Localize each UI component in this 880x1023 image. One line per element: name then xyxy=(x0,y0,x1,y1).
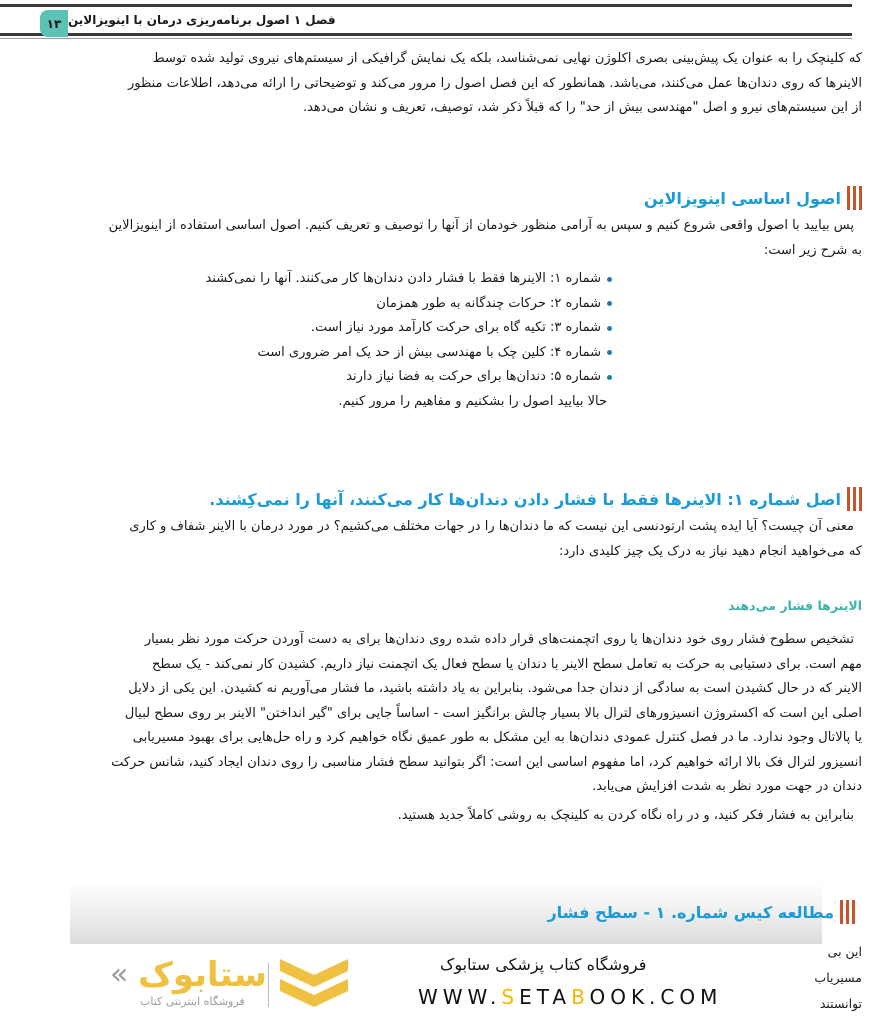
body-line: یا پالاتال وجود ندارد. ما در فصل کنترل عمودی دندان‌ها به این مشکل به طور عمیق نگاه خواهیم کرد و راه حل‌هایی برای بهبود مسیریابی xyxy=(132,730,862,745)
case-study-heading xyxy=(547,900,855,924)
list-item xyxy=(62,292,612,317)
cut-line: توانستند xyxy=(819,996,862,1011)
url-part: WWW. xyxy=(418,985,502,1009)
intro-line: که کلینچک را به عنوان یک پیش‌بینی بصری اکلوژن نهایی نمی‌شناسد، بلکه یک نمایش گرافیکی از سیستم‌های نیروی تولید شده توسط xyxy=(152,51,862,66)
subheading: الاینرها فشار می‌دهند xyxy=(728,598,862,613)
logo-subtitle: فروشگاه اینترنتی کتاب xyxy=(140,995,245,1008)
section2-line: معنی آن چیست؟ آیا ایده پشت ارتودنسی این نیست که ما دندان‌ها را در جهات مختلف می‌کشیم؟ در مورد درمان با الاینر شفاف و کاری xyxy=(129,519,854,534)
logo-text: ستابوک xyxy=(138,955,267,995)
section2-body xyxy=(62,515,862,564)
bullet-icon xyxy=(607,277,612,282)
cut-line: مسیریاب xyxy=(814,970,862,985)
header-rule xyxy=(0,38,852,39)
url-part: ETA xyxy=(519,985,572,1009)
list-item xyxy=(62,316,612,341)
list-item-text: شماره ۴: کلین چک با مهندسی بیش از حد یک امر ضروری است xyxy=(257,344,601,360)
section-principle-1 xyxy=(62,487,862,511)
body-line: مهم است. برای دستیابی به حرکت به تعامل سطح الاینر با دندان یا سطح فعال یک اتچمنت نیاز داریم. کشیدن کار نمی‌کند - یک سطح xyxy=(151,656,862,672)
heading-text: مطالعه کیس شماره. ۱ - سطح فشار xyxy=(547,902,834,922)
section1-line: به شرح زیر است: xyxy=(763,242,862,258)
store-name: فروشگاه کتاب پزشکی ستابوک xyxy=(440,955,647,974)
list-item-text: شماره ۱: الاینرها فقط با فشار دادن دندان‌ها کار می‌کنند. آنها را نمی‌کشند xyxy=(205,271,601,286)
url-highlight: B xyxy=(571,985,590,1009)
url-part: OOK.COM xyxy=(589,985,723,1009)
book-chevron-icon xyxy=(280,959,348,1013)
intro-line: الاینرها که روی دندان‌ها عمل می‌کنند، می‌باشد. همانطور که این فصل اصول را مرور می‌کند و توضیحاتی را ارائه می‌دهد، اطلاعات منظور xyxy=(127,75,862,91)
list-item-text: شماره ۲: حرکات چندگانه به طور همزمان xyxy=(376,295,601,311)
section1-line: پس بیایید با اصول واقعی شروع کنیم و سپس به آرامی منظور خودمان از آنها را توصیف و تعریف کنیم. اصول اساسی استفاده از اینویزالاین xyxy=(108,218,854,233)
section-heading xyxy=(62,186,862,210)
cut-line: این بی xyxy=(827,944,862,959)
subheading-block xyxy=(62,598,862,613)
heading-bars-icon xyxy=(847,186,862,210)
page-number: ۱۳ xyxy=(40,10,68,37)
section-basic-principles xyxy=(62,186,862,210)
bullet-icon xyxy=(607,375,612,380)
intro-line: از این سیستم‌های نیرو و اصل "مهندسی بیش از حد" را که قبلاً ذکر شد، توصیف، تعریف و نشان می‌دهد. xyxy=(302,100,862,115)
body-line: انسیزور لترال فک بالا ارائه خواهیم کرد، اما مفهوم اساسی این است: اگر بتوانید سطح فشار مناسبی را روی دندان ایجاد کنید، شانس حرکت xyxy=(111,754,862,770)
bullet-icon xyxy=(607,326,612,331)
logo-divider xyxy=(268,963,269,1007)
body-line: دندان در جهت مورد نظر به شدت افزایش می‌یابد. xyxy=(592,779,862,794)
body-line: اصلی این است که اکستروژن انسیزورهای لترال بالا بسیار چالش برانگیز است - اساساً جایی برای "گیر انداختن" الاینر بر روی سطح لبیال xyxy=(124,705,862,721)
heading-text: اصول اساسی اینویزالاین xyxy=(644,188,841,208)
bullet-icon xyxy=(607,301,612,306)
chevrons-icon: « xyxy=(110,957,129,992)
body-line: الاینر که در حال کشیدن است به سادگی از دندان جدا می‌شود. بنابراین به یاد داشته باشید، ما فشار می‌آوریم نه کشیدن. این یکی از دلایل xyxy=(128,681,862,696)
page-header xyxy=(0,4,852,36)
section1-closing: حالا بیایید اصول را بشکنیم و مفاهیم را مرور کنیم. xyxy=(338,393,607,409)
body-line: تشخیص سطوح فشار روی خود دندان‌ها یا روی اتچمنت‌های قرار داده شده روی دندان‌ها برای به دست آوردن حرکت مورد نظر بسیار xyxy=(144,632,854,647)
principles-list xyxy=(62,267,862,390)
section2-closing: بنابراین به فشار فکر کنید، و در راه نگاه کردن به کلینچک به روشی کاملاً جدید هستید. xyxy=(397,807,854,823)
list-item xyxy=(62,365,612,390)
section-heading xyxy=(62,487,862,511)
store-url xyxy=(418,985,722,1009)
intro-paragraph xyxy=(62,47,862,121)
list-item-text: شماره ۵: دندان‌ها برای حرکت به فضا نیاز دارند xyxy=(346,369,601,384)
list-item xyxy=(62,267,612,292)
bullet-icon xyxy=(607,350,612,355)
setabook-logo xyxy=(100,955,360,1015)
heading-bars-icon xyxy=(840,900,855,924)
heading-bars-icon xyxy=(847,487,862,511)
url-highlight: S xyxy=(501,985,520,1009)
chapter-title: فصل ۱ اصول برنامه‌ریزی درمان با اینویزالاین xyxy=(68,13,336,27)
section2-main-text xyxy=(62,628,862,828)
list-item xyxy=(62,341,612,366)
heading-text: اصل شماره ۱: الاینرها فقط با فشار دادن دندان‌ها کار می‌کنند، آنها را نمی‌کِشند. xyxy=(209,489,841,509)
section-heading xyxy=(547,900,855,924)
section1-body xyxy=(62,214,862,414)
list-item-text: شماره ۳: تکیه گاه برای حرکت کارآمد مورد نیاز است. xyxy=(310,320,601,335)
section2-line: که می‌خواهید انجام دهید نیاز به درک یک چیز کلیدی دارد: xyxy=(559,543,862,559)
